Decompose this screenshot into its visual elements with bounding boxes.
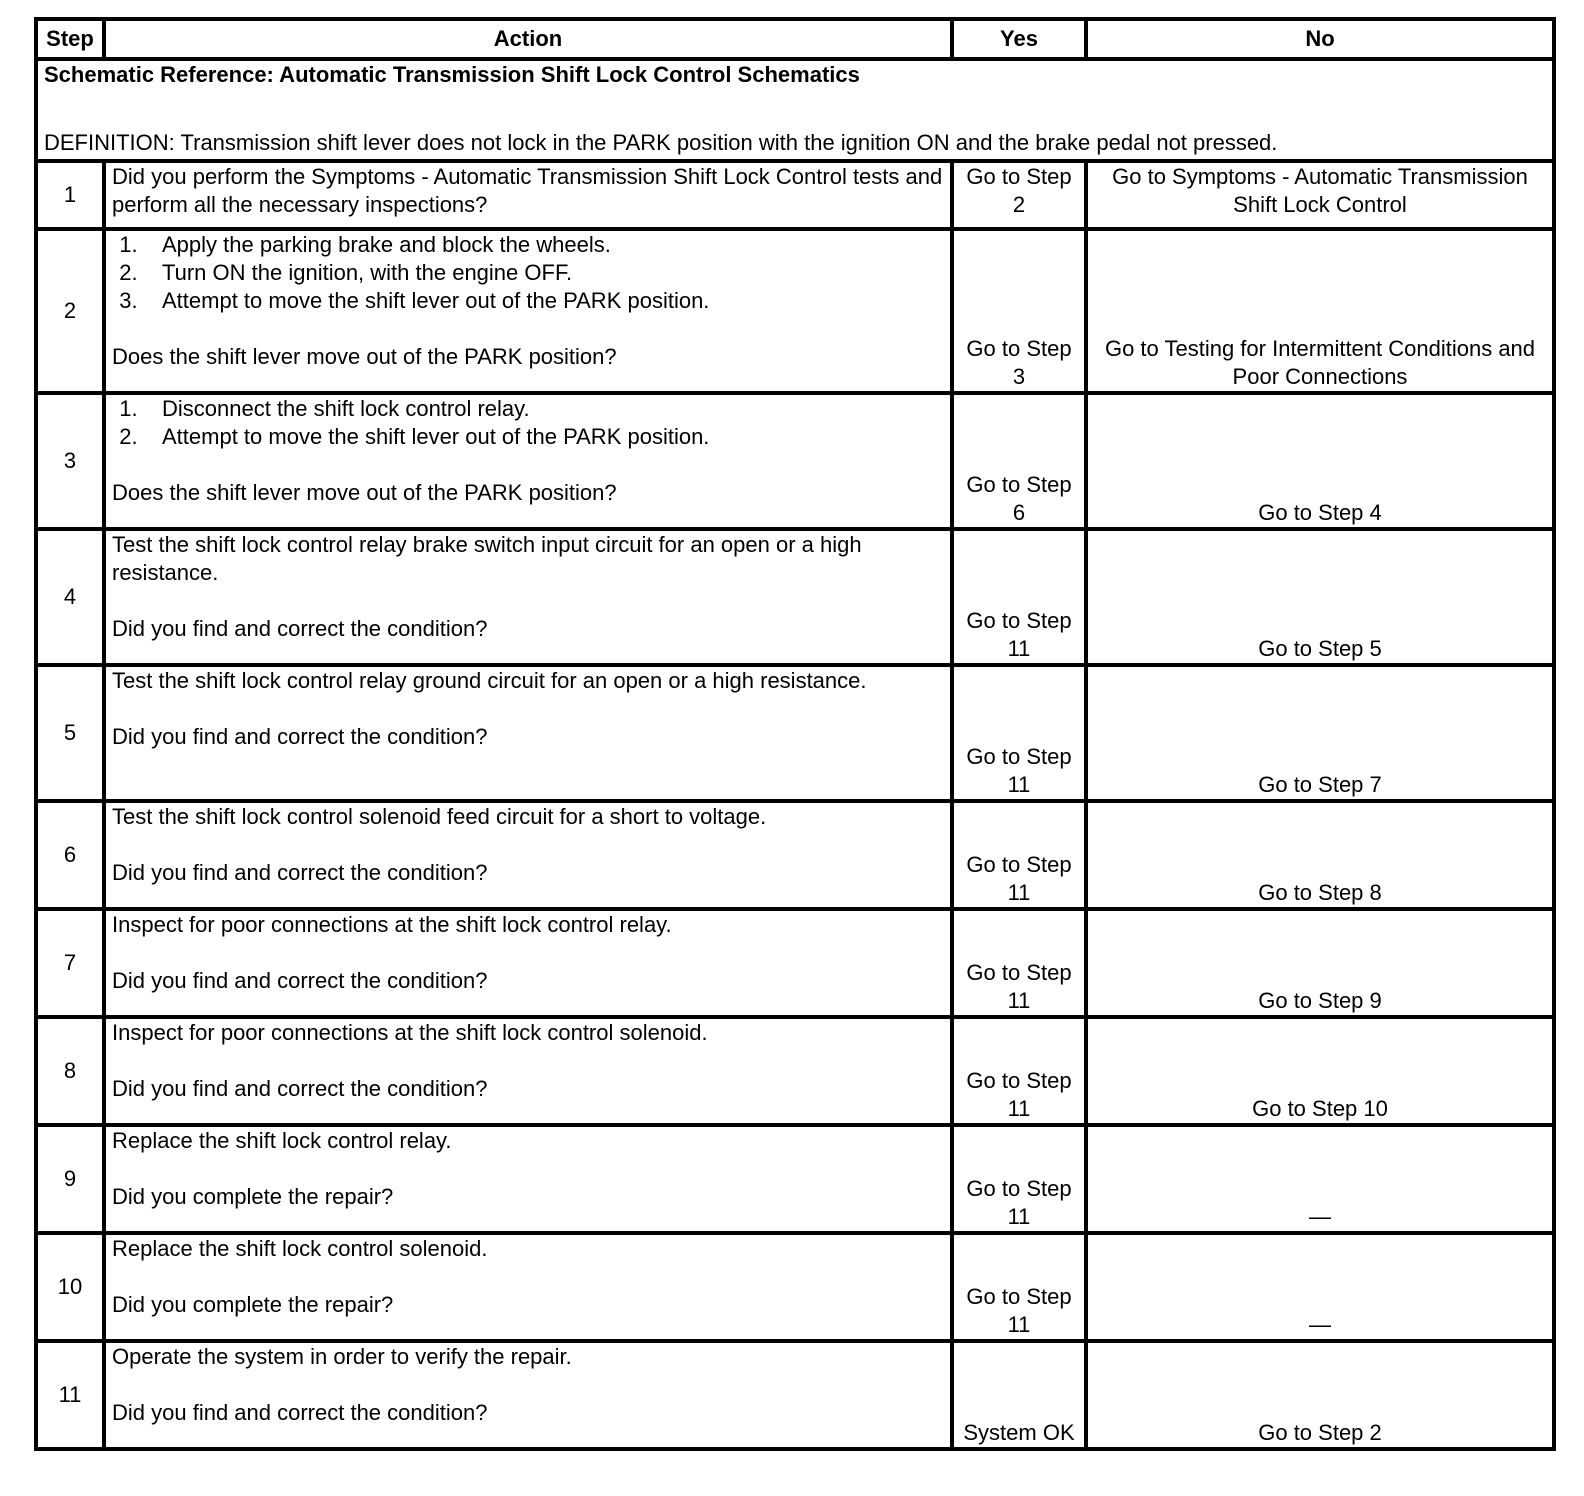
step-number: 10 (36, 1233, 104, 1341)
list-item: 1. Apply the parking brake and block the wheels. (156, 231, 944, 259)
action-list (112, 231, 944, 315)
table-row (36, 1125, 1554, 1233)
action-list (112, 395, 944, 451)
action-text: Operate the system in order to verify the repair. (112, 1344, 572, 1369)
action-text: Test the shift lock control relay ground circuit for an open or a high resistance. (112, 668, 867, 693)
schematic-reference: Schematic Reference: Automatic Transmission Shift Lock Control Schematics (44, 62, 860, 87)
header-row (36, 19, 1554, 59)
action-cell (104, 1341, 952, 1449)
table-row (36, 801, 1554, 909)
step-number: 2 (36, 229, 104, 393)
action-cell (104, 801, 952, 909)
action-text: Inspect for poor connections at the shift lock control solenoid. (112, 1020, 708, 1045)
action-cell (104, 1017, 952, 1125)
no-cell: Go to Symptoms - Automatic Transmission Shift Lock Control (1086, 161, 1554, 229)
action-cell (104, 393, 952, 529)
list-item: 3. Attempt to move the shift lever out of the PARK position. (156, 287, 944, 315)
step-number: 6 (36, 801, 104, 909)
action-question: Did you find and correct the condition? (112, 616, 488, 641)
no-cell: Go to Testing for Intermittent Conditions and Poor Connections (1086, 229, 1554, 393)
action-text: Replace the shift lock control relay. (112, 1128, 452, 1153)
no-cell: Go to Step 2 (1086, 1341, 1554, 1449)
action-question: Did you find and correct the condition? (112, 860, 488, 885)
definition: DEFINITION: Transmission shift lever does not lock in the PARK position with the ignition ON and the brake pedal not pressed. (44, 130, 1278, 155)
action-cell (104, 529, 952, 665)
list-item: 2. Turn ON the ignition, with the engine OFF. (156, 259, 944, 287)
table-row (36, 909, 1554, 1017)
action-text: Test the shift lock control relay brake switch input circuit for an open or a high resistance. (112, 532, 862, 585)
yes-cell: System OK (952, 1341, 1086, 1449)
list-item: 2. Attempt to move the shift lever out of the PARK position. (156, 423, 944, 451)
yes-cell: Go to Step 3 (952, 229, 1086, 393)
step-number: 9 (36, 1125, 104, 1233)
table-row (36, 1233, 1554, 1341)
action-question: Did you find and correct the condition? (112, 968, 488, 993)
yes-cell: Go to Step 11 (952, 1125, 1086, 1233)
no-cell: — (1086, 1125, 1554, 1233)
action-text: Test the shift lock control solenoid feed circuit for a short to voltage. (112, 804, 767, 829)
table-row (36, 393, 1554, 529)
step-number: 8 (36, 1017, 104, 1125)
action-text: Did you perform the Symptoms - Automatic Transmission Shift Lock Control tests and perform all the necessary inspections? (112, 164, 943, 217)
header-step: Step (36, 19, 104, 59)
no-cell: Go to Step 5 (1086, 529, 1554, 665)
no-cell: Go to Step 7 (1086, 665, 1554, 801)
action-cell (104, 909, 952, 1017)
yes-cell: Go to Step 6 (952, 393, 1086, 529)
no-cell: Go to Step 4 (1086, 393, 1554, 529)
diagnostic-table (34, 17, 1556, 1451)
list-item: 1. Disconnect the shift lock control relay. (156, 395, 944, 423)
table-row (36, 229, 1554, 393)
action-question: Did you find and correct the condition? (112, 724, 488, 749)
action-question: Does the shift lever move out of the PARK position? (112, 480, 617, 505)
action-cell (104, 161, 952, 229)
step-number: 7 (36, 909, 104, 1017)
step-number: 5 (36, 665, 104, 801)
step-number: 4 (36, 529, 104, 665)
action-text: Inspect for poor connections at the shift lock control relay. (112, 912, 672, 937)
table-row (36, 161, 1554, 229)
no-cell: Go to Step 8 (1086, 801, 1554, 909)
table-row (36, 1017, 1554, 1125)
no-cell: Go to Step 9 (1086, 909, 1554, 1017)
action-question: Did you find and correct the condition? (112, 1076, 488, 1101)
no-cell: — (1086, 1233, 1554, 1341)
header-action: Action (104, 19, 952, 59)
header-no: No (1086, 19, 1554, 59)
action-question: Did you complete the repair? (112, 1184, 394, 1209)
action-cell (104, 665, 952, 801)
action-question: Did you find and correct the condition? (112, 1400, 488, 1425)
yes-cell: Go to Step 11 (952, 529, 1086, 665)
action-question: Did you complete the repair? (112, 1292, 394, 1317)
step-number: 11 (36, 1341, 104, 1449)
table-row (36, 529, 1554, 665)
action-cell (104, 1125, 952, 1233)
header-yes: Yes (952, 19, 1086, 59)
reference-cell (36, 59, 1554, 161)
reference-row (36, 59, 1554, 161)
action-question: Does the shift lever move out of the PARK position? (112, 344, 617, 369)
yes-cell: Go to Step 2 (952, 161, 1086, 229)
yes-cell: Go to Step 11 (952, 665, 1086, 801)
no-cell: Go to Step 10 (1086, 1017, 1554, 1125)
action-text: Replace the shift lock control solenoid. (112, 1236, 488, 1261)
yes-cell: Go to Step 11 (952, 909, 1086, 1017)
yes-cell: Go to Step 11 (952, 1017, 1086, 1125)
step-number: 1 (36, 161, 104, 229)
action-cell (104, 229, 952, 393)
yes-cell: Go to Step 11 (952, 1233, 1086, 1341)
yes-cell: Go to Step 11 (952, 801, 1086, 909)
table-row (36, 1341, 1554, 1449)
table-row (36, 665, 1554, 801)
step-number: 3 (36, 393, 104, 529)
action-cell (104, 1233, 952, 1341)
